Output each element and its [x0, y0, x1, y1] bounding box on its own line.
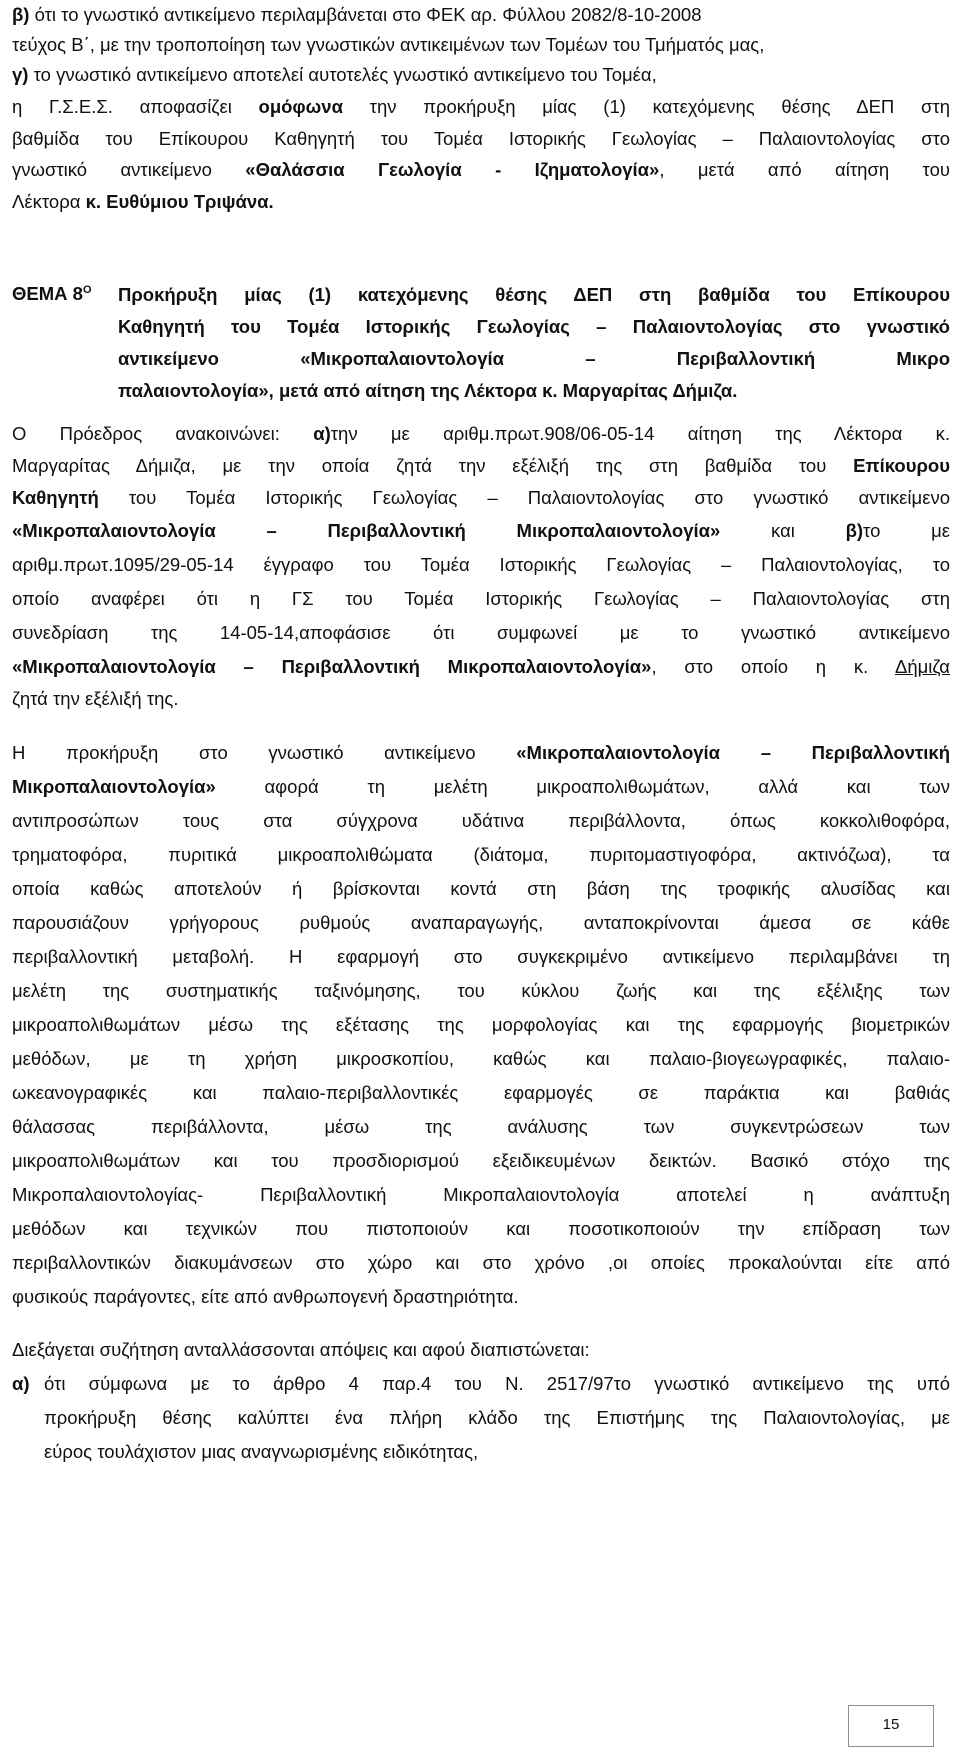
desc-line-1: Η προκήρυξη στο γνωστικό αντικείμενο «Μικροπαλαιοντολογία – Περιβαλλοντική	[12, 742, 950, 763]
desc-line-4: τρηματοφόρα, πυριτικά μικροαπολιθώματα (διάτομα, πυριτομαστιγοφόρα, ακτινόζωα), τα	[12, 844, 950, 865]
desc-line-14: Μικροπαλαιοντολογίας- Περιβαλλοντική Μικροπαλαιοντολογία αποτελεί η ανάπτυξη	[12, 1184, 950, 1205]
desc-line-11: ωκεανογραφικές και παλαιο-περιβαλλοντικές εφαρμογές σε παράκτια και βαθιάς	[12, 1082, 950, 1103]
page-number-box	[848, 1705, 934, 1747]
announce-line-8: «Μικροπαλαιοντολογία – Περιβαλλοντική Μικροπαλαιοντολογία», στο οποίο η κ. Δήμιζα	[12, 656, 950, 677]
desc-line-5: οποία καθώς αποτελούν ή βρίσκονται κοντά στη βάση της τροφικής αλυσίδας και	[12, 878, 950, 899]
topic-line-4: παλαιοντολογία», μετά από αίτηση της Λέκτορα κ. Μαργαρίτας Δήμιζα.	[118, 380, 738, 401]
announce-line-2: Μαργαρίτας Δήμιζα, με την οποία ζητά την εξέλιξή της στη βαθμίδα του Επίκουρου	[12, 455, 950, 476]
desc-line-15: μεθόδων και τεχνικών που πιστοποιούν και ποσοτικοποιούν την επίδραση των	[12, 1218, 950, 1239]
intro-line-4: η Γ.Σ.Ε.Σ. αποφασίζει ομόφωνα την προκήρυξη μίας (1) κατεχόμενης θέσης ΔΕΠ στη	[12, 96, 950, 117]
discuss-line-1: Διεξάγεται συζήτηση ανταλλάσσονται απόψεις και αφού διαπιστώνεται:	[12, 1339, 590, 1360]
desc-line-9: μικροαπολιθωμάτων μέσω της εξέτασης της μορφολογίας και της εφαρμογής βιομετρικών	[12, 1014, 950, 1035]
desc-line-13: μικροαπολιθωμάτων και του προσδιορισμού εξειδικευμένων δεικτών. Βασικό στόχο της	[12, 1150, 950, 1171]
desc-line-8: μελέτη της συστηματικής ταξινόμησης, του κύκλου ζωής και της εξέλιξης των	[12, 980, 950, 1001]
desc-line-3: αντιπροσώπων τους στα σύγχρονα υδάτινα περιβάλλοντα, όπως κοκκολιθοφόρα,	[12, 810, 950, 831]
intro-line-6: γνωστικό αντικείμενο «Θαλάσσια Γεωλογία - Ιζηματολογία», μετά από αίτηση του	[12, 159, 950, 180]
desc-line-6: παρουσιάζουν γρήγορους ρυθμούς αναπαραγωγής, ανταποκρίνονται άμεσα σε κάθε	[12, 912, 950, 933]
desc-line-16: περιβαλλοντικών διακυμάνσεων στο χώρο και στο χρόνο ,οι οποίες προκαλούνται είτε από	[12, 1252, 950, 1273]
intro-line-1: β) ότι το γνωστικό αντικείμενο περιλαμβάνεται στο ΦΕΚ αρ. Φύλλου 2082/8-10-2008	[12, 4, 702, 25]
announce-line-4: «Μικροπαλαιοντολογία – Περιβαλλοντική Μικροπαλαιοντολογία» και β)το με	[12, 520, 950, 541]
announce-line-3: Καθηγητή του Τομέα Ιστορικής Γεωλογίας – Παλαιοντολογίας στο γνωστικό αντικείμενο	[12, 487, 950, 508]
intro-line-5: βαθμίδα του Επίκουρου Καθηγητή του Τομέα Ιστορικής Γεωλογίας – Παλαιοντολογίας στο	[12, 128, 950, 149]
topic-line-2: Καθηγητή του Τομέα Ιστορικής Γεωλογίας – Παλαιοντολογίας στο γνωστικό	[118, 316, 950, 337]
desc-line-10: μεθόδων, με τη χρήση μικροσκοπίου, καθώς και παλαιο-βιογεωγραφικές, παλαιο-	[12, 1048, 950, 1069]
discuss-line-4: εύρος τουλάχιστον μιας αναγνωρισμένης ειδικότητας,	[44, 1441, 479, 1462]
discuss-line-3: προκήρυξη θέσης καλύπτει ένα πλήρη κλάδο της Επιστήμης της Παλαιοντολογίας, με	[44, 1407, 950, 1428]
page-number: 15	[882, 1716, 900, 1733]
announce-line-7: συνεδρίαση της 14-05-14,αποφάσισε ότι συμφωνεί με το γνωστικό αντικείμενο	[12, 622, 950, 643]
announce-line-5: αριθμ.πρωτ.1095/29-05-14 έγγραφο του Τομέα Ιστορικής Γεωλογίας – Παλαιοντολογίας, το	[12, 554, 950, 575]
desc-line-2: Μικροπαλαιοντολογία» αφορά τη μελέτη μικροαπολιθωμάτων, αλλά και των	[12, 776, 950, 797]
topic-line-1: Προκήρυξη μίας (1) κατεχόμενης θέσης ΔΕΠ στη βαθμίδα του Επίκουρου	[118, 284, 950, 305]
announce-line-1: Ο Πρόεδρος ανακοινώνει: α)την με αριθμ.πρωτ.908/06-05-14 αίτηση της Λέκτορα κ.	[12, 423, 951, 444]
discuss-item-a-label: α)	[12, 1373, 30, 1394]
discuss-line-2: ότι σύμφωνα με το άρθρο 4 παρ.4 του Ν. 2517/97το γνωστικό αντικείμενο της υπό	[44, 1373, 950, 1394]
desc-line-7: περιβαλλοντική μεταβολή. Η εφαρμογή στο συγκεκριμένο αντικείμενο περιλαμβάνει τη	[12, 946, 950, 967]
intro-line-2: τεύχος Β΄, με την τροποποίηση των γνωστικών αντικειμένων των Τομέων του Τμήματός μας,	[12, 34, 765, 55]
intro-line-3: γ) το γνωστικό αντικείμενο αποτελεί αυτοτελές γνωστικό αντικείμενο του Τομέα,	[12, 64, 657, 85]
announce-line-9: ζητά την εξέλιξή της.	[12, 688, 179, 709]
announce-line-6: οποίο αναφέρει ότι η ΓΣ του Τομέα Ιστορικής Γεωλογίας – Παλαιοντολογίας στη	[12, 588, 950, 609]
desc-line-17: φυσικούς παράγοντες, είτε από ανθρωπογενή δραστηριότητα.	[12, 1286, 519, 1307]
intro-line-7: Λέκτορα κ. Ευθύμιου Τριψάνα.	[12, 191, 274, 212]
topic-line-3: αντικείμενο «Μικροπαλαιοντολογία – Περιβαλλοντική Μικρο	[118, 348, 950, 369]
desc-line-12: θάλασσας περιβάλλοντα, μέσω της ανάλυσης των συγκεντρώσεων των	[12, 1116, 950, 1137]
topic-label: ΘΕΜΑ $8^O$	[12, 283, 92, 304]
